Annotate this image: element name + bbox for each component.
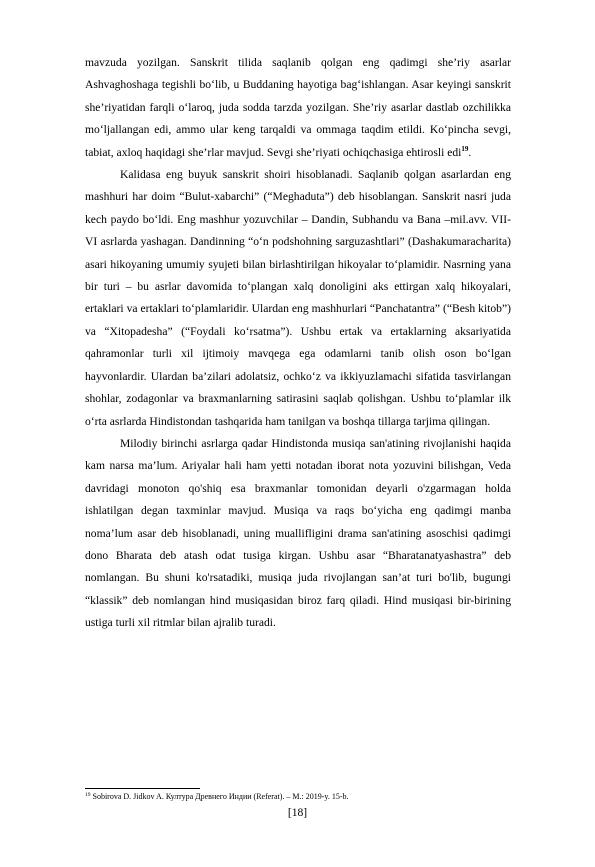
- footnote-reference[interactable]: 19: [461, 144, 469, 153]
- paragraph-1-end: .: [468, 145, 472, 159]
- paragraph-1: [85, 52, 511, 164]
- footnote-divider: [85, 788, 200, 789]
- footnote-text: Sobirova D. Jidkov A. Култура Древнего Индии (Referat). – M.: 2019-y. 15-b.: [90, 792, 349, 801]
- footnote: [85, 792, 511, 802]
- page-body: [85, 52, 511, 635]
- paragraph-2: Kalidasa eng buyuk sanskrit shoiri hisoblanadi. Saqlanib qolgan asarlardan eng mashhuri har doim “Bulut-xabarchi” (“Meghaduta”) deb hisoblangan. Sanskrit nasri juda kech paydo bo‘ldi. Eng mashhur yozuvchilar – Dandin, Subhandu va Bana –mil.avv. VII-VI asrlarda yashagan. Dandinning “o‘n podshohning sarguzashtlari” (Dashakumaracharita) asari hikoyaning umumiy syujeti bilan birlashtirilgan hikoyalar to‘plamidir. Nasrning yana bir turi – bu asrlar davomida to‘plangan xalq donoligini aks ettirgan xalq hikoyalari, ertaklari va ertaklari to‘plamlaridir. Ulardan eng mashhurlari “Panchatantra” (“Besh kitob”) va “Xitopadesha” (“Foydali ko‘rsatma”). Ushbu ertak va ertaklarning aksariyatida qahramonlar turli xil ijtimoiy mavqega ega odamlarni tanib olish oson bo‘lgan hayvonlardir. Ulardan ba’zilari adolatsiz, ochko‘z va ikkiyuzlamachi sifatida tasvirlangan shohlar, zodagonlar va braxmanlarning satirasini saqlab qolishgan. Ushbu to‘plamlar ilk o‘rta asrlarda Hindistondan tashqarida ham tanilgan va boshqa tillarga tarjima qilingan.: [85, 168, 511, 428]
- paragraph-1-text: mavzuda yozilgan. Sanskrit tilida saqlanib qolgan eng qadimgi she’riy asarlar Ashvaghoshaga tegishli bo‘lib, u Buddaning hayotiga bag‘ishlangan. Asar keyingi sanskrit she’riyatidan farqli o‘laroq, juda sodda tarzda yozilgan. She’riy asarlar dastlab ozchilikka mo‘ljallangan edi, ammo ular keng tarqaldi va ommaga taqdim etildi. Ko‘pincha sevgi, tabiat, axloq haqidagi she’rlar mavjud. Sevgi she’riyati ochiqchasiga ehtirosli edi: [85, 56, 511, 159]
- page-number: [18]: [287, 806, 308, 819]
- footnote-number: 19: [85, 792, 91, 798]
- paragraph-3: Milodiy birinchi asrlarga qadar Hindistonda musiqa san'atining rivojlanishi haqida kam narsa ma’lum. Ariyalar hali ham yetti notadan iborat nota yozuvini bilishgan, Veda davridagi monoton qo'shiq esa braxmanlar tomonidan deyarli o'zgarmagan holda ishlatilgan degan taxminlar mavjud. Musiqa va raqs bo‘yicha eng qadimgi manba noma’lum asar deb hisoblanadi, uning muallifligini drama san'atining asoschisi qadimgi dono Bharata deb atash odat tusiga kirgan. Ushbu asar “Bharatanatyashastra” deb nomlangan. Bu shuni ko'rsatadiki, musiqa juda rivojlangan san’at turi bo'lib, bugungi “klassik” deb nomlangan hind musiqasidan biroz farq qiladi. Hind musiqasi bir-birining ustiga turli xil ritmlar bilan ajralib turadi.: [85, 436, 511, 630]
